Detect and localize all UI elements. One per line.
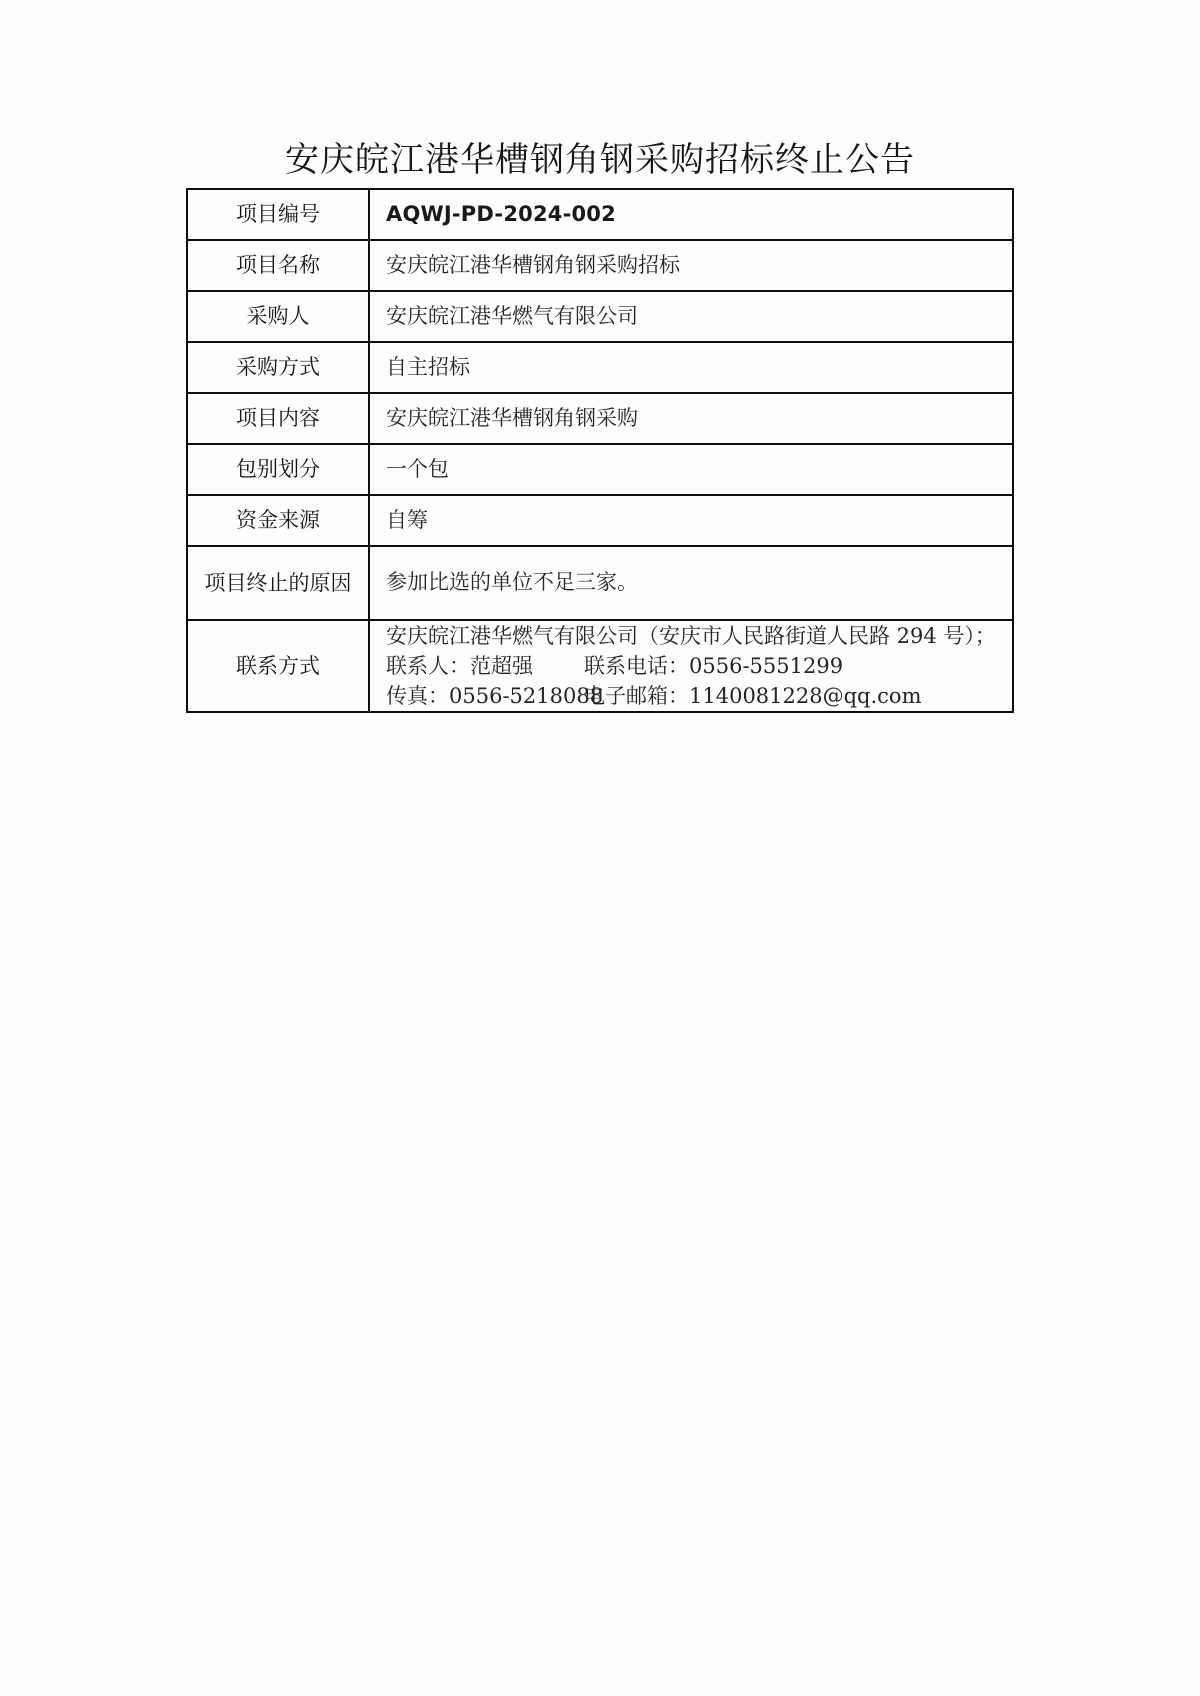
row-value-purchaser: 安庆皖江港华燃气有限公司 xyxy=(369,291,1013,342)
row-value-project-name: 安庆皖江港华槽钢角钢采购招标 xyxy=(369,240,1013,291)
row-label-project-content: 项目内容 xyxy=(187,393,369,444)
contact-email xyxy=(584,684,922,708)
contact-line-fax-email xyxy=(386,681,998,711)
row-label-termination-reason: 项目终止的原因 xyxy=(187,546,369,620)
row-label-purchaser: 采购人 xyxy=(187,291,369,342)
contact-phone-value: 0556-5551299 xyxy=(689,654,844,678)
contact-person-value: 范超强 xyxy=(470,654,533,678)
table-row xyxy=(187,620,1013,712)
announcement-table xyxy=(186,188,1014,713)
table-row xyxy=(187,546,1013,620)
row-value-project-number: AQWJ-PD-2024-002 xyxy=(369,189,1013,240)
row-value-procurement-method: 自主招标 xyxy=(369,342,1013,393)
table-row xyxy=(187,291,1013,342)
row-label-procurement-method: 采购方式 xyxy=(187,342,369,393)
row-label-funding-source: 资金来源 xyxy=(187,495,369,546)
row-value-funding-source: 自筹 xyxy=(369,495,1013,546)
contact-email-label: 电子邮箱： xyxy=(584,684,689,708)
row-label-project-name: 项目名称 xyxy=(187,240,369,291)
row-value-contact-info xyxy=(369,620,1013,712)
contact-phone-label: 联系电话： xyxy=(584,654,689,678)
table-row xyxy=(187,444,1013,495)
contact-person-label: 联系人： xyxy=(386,654,470,678)
contact-line-person-phone xyxy=(386,651,998,681)
row-value-termination-reason: 参加比选的单位不足三家。 xyxy=(369,546,1013,620)
row-value-project-content: 安庆皖江港华槽钢角钢采购 xyxy=(369,393,1013,444)
row-label-project-number: 项目编号 xyxy=(187,189,369,240)
contact-address: 安庆皖江港华燃气有限公司（安庆市人民路街道人民路 294 号）； xyxy=(386,624,996,648)
contact-fax-value: 0556-5218088 xyxy=(449,684,604,708)
row-label-package-division: 包别划分 xyxy=(187,444,369,495)
contact-phone xyxy=(584,654,843,678)
contact-person xyxy=(386,651,584,681)
row-value-package-division: 一个包 xyxy=(369,444,1013,495)
contact-email-value: 1140081228@qq.com xyxy=(689,684,922,708)
table-row xyxy=(187,495,1013,546)
table-row xyxy=(187,342,1013,393)
table-row xyxy=(187,393,1013,444)
table-row xyxy=(187,240,1013,291)
contact-fax xyxy=(386,681,604,711)
row-label-contact-info: 联系方式 xyxy=(187,620,369,712)
page-title: 安庆皖江港华槽钢角钢采购招标终止公告 xyxy=(285,140,915,180)
table-row xyxy=(187,189,1013,240)
contact-fax-label: 传真： xyxy=(386,684,449,708)
